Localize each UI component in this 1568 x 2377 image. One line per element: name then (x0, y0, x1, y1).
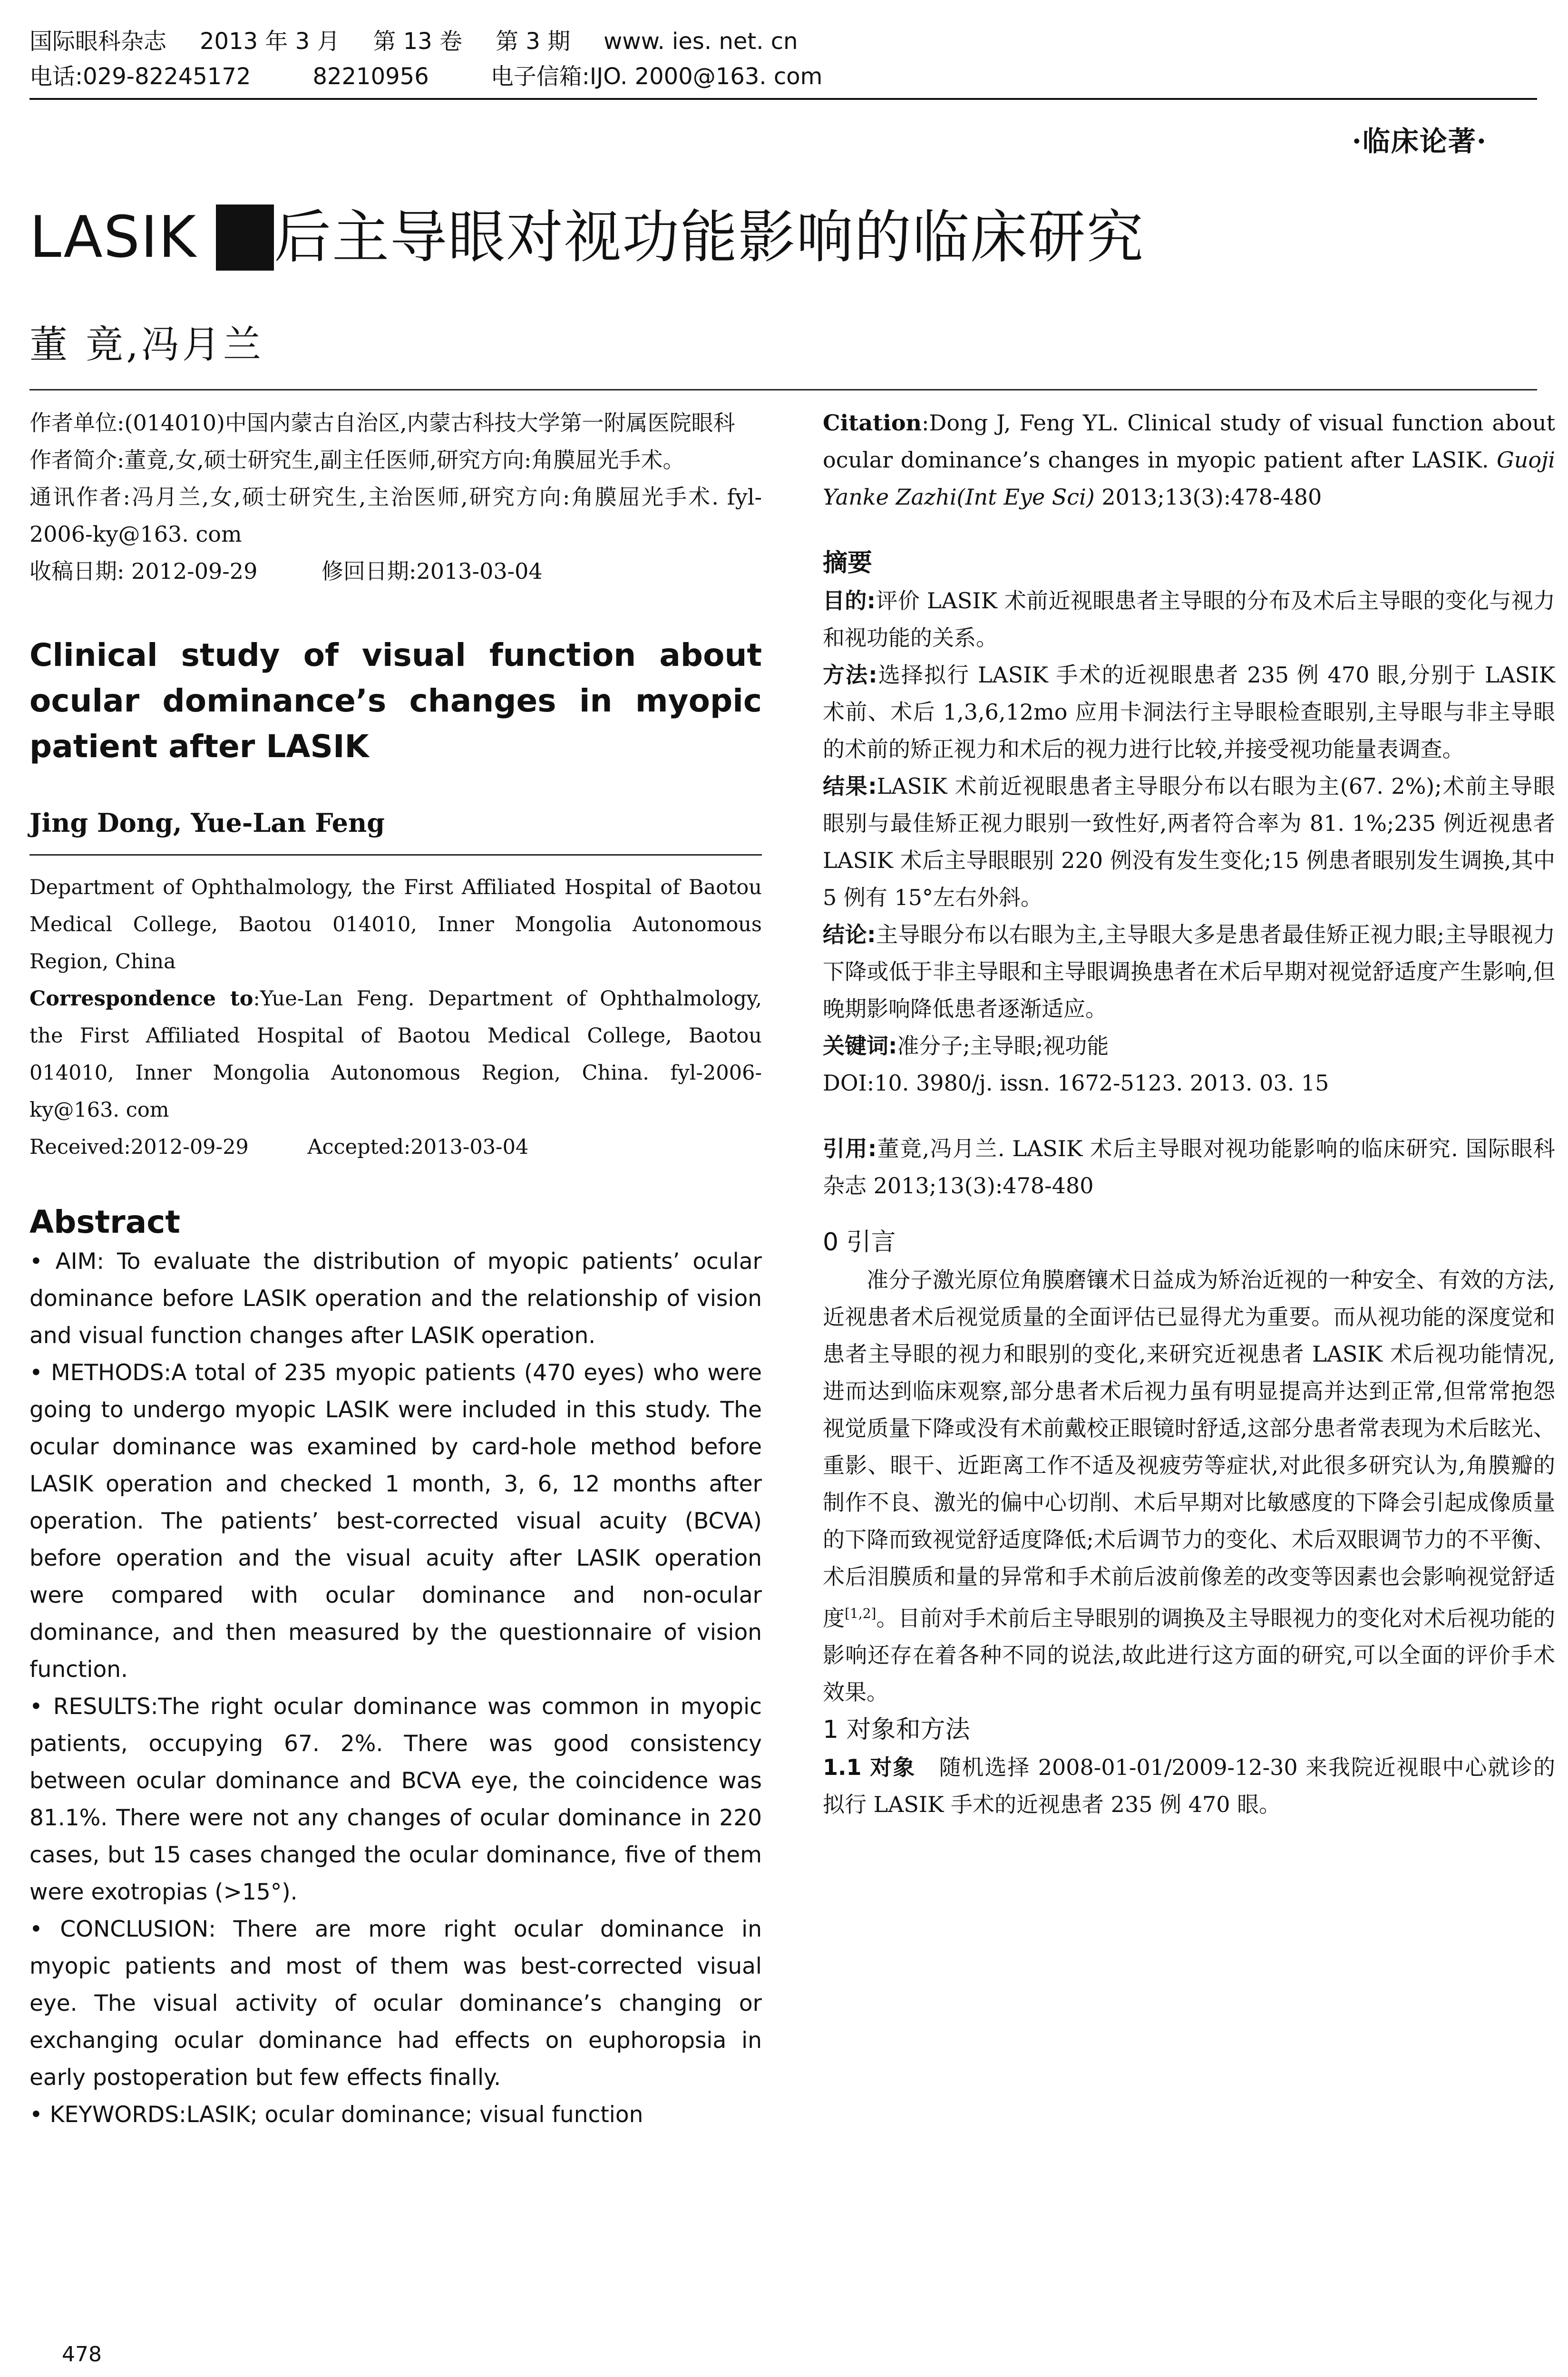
results-cn-label: 结果: (823, 773, 877, 799)
citation-text: :Dong J, Feng YL. Clinical study of visual function about ocular dominance’s changes in myopic patient after LASIK. (823, 410, 1555, 473)
correspondence-label: Correspondence to (29, 987, 253, 1011)
author-rule (29, 854, 762, 856)
header-rule (29, 98, 1537, 100)
results-cn-text: LASIK 术前近视眼患者主导眼分布以右眼为主(67. 2%);术前主导眼眼别与最佳矫正视力眼别一致性好,两者符合率为 81. 1%;235 例近视患者 LASIK 术后主导眼眼别 220 例没有发生变化;15 例患者眼别发生调换,其中 5 例有 15°左右外斜。 (823, 773, 1555, 910)
abstract-aim: • AIM: To evaluate the distribution of myopic patients’ ocular dominance before LASIK operation and the relationship of vision and visual function changes after LASIK operation. (29, 1248, 762, 1349)
received-date-cn: 收稿日期: 2012-09-29 (29, 558, 258, 584)
journal-header (29, 24, 1537, 94)
doi: DOI:10. 3980/j. issn. 1672-5123. 2013. 03. 15 (823, 1070, 1329, 1096)
conclusion-cn-text: 主导眼分布以右眼为主,主导眼大多是患者最佳矫正视力眼;主导眼视力下降或低于非主导眼和主导眼调换患者在术后早期对视觉舒适度产生影响,但晚期影响降低患者逐渐适应。 (823, 922, 1555, 1022)
department: Department of Ophthalmology, the First Affiliated Hospital of Baotou Medical College, Baotou 014010, Inner Mongolia Autonomous Region, China (29, 876, 762, 974)
abstract-methods: • METHODS:A total of 235 myopic patients (470 eyes) who were going to undergo myopic LASIK were included in this study. The ocular dominance was examined by card-hole method before LASIK operation and checked 1 month, 3, 6, 12 months after operation. The patients’ best-corrected visual acuity (BCVA) before operation and the visual acuity after LASIK operation were compared with ocular dominance and non-ocular dominance, and then measured by the questionnaire of vision function. (29, 1360, 762, 1683)
methods-cn (823, 656, 1555, 768)
affiliation: 作者单位:(014010)中国内蒙古自治区,内蒙古科技大学第一附属医院眼科 (29, 410, 735, 436)
email: 电子信箱:IJO. 2000@163. com (490, 63, 823, 90)
methods-cn-label: 方法: (823, 662, 877, 688)
phone: 电话:029-82245172 (29, 63, 251, 90)
authors-cn: 董 竟,冯月兰 (29, 322, 264, 367)
citation-journal: Guoji Yanke Zazhi(Int Eye Sci) (823, 447, 1555, 510)
right-column (823, 404, 1555, 1823)
abstract-cn-heading: 摘要 (823, 549, 873, 577)
left-column (29, 404, 762, 2133)
citation-label: Citation (823, 410, 922, 436)
dates-cn (29, 553, 762, 590)
website: www. ies. net. cn (604, 28, 798, 55)
citation-en (823, 404, 1555, 516)
corresponding-author: 通讯作者:冯月兰,女,硕士研究生,主治医师,研究方向:角膜屈光手术. fyl-2006-ky@163. com (29, 484, 762, 547)
phone-2: 82210956 (312, 63, 429, 90)
methods-heading: 1 对象和方法 (823, 1715, 970, 1744)
aim-cn-label: 目的: (823, 588, 876, 614)
author-bio: 作者简介:董竟,女,硕士研究生,副主任医师,研究方向:角膜屈光手术。 (29, 447, 685, 473)
conclusion-cn (823, 916, 1555, 1027)
conclusion-cn-label: 结论: (823, 922, 876, 947)
page-number: 478 (62, 2342, 102, 2367)
abstract-conclusion: • CONCLUSION: There are more right ocular dominance in myopic patients and most of them was best-corrected visual eye. The visual activity of ocular dominance’s changing or exchanging ocular dominance had effects on euphoropsia in early postoperation but few effects finally. (29, 1916, 762, 2091)
abstract-keywords: • KEYWORDS:LASIK; ocular dominance; visual function (29, 2102, 643, 2128)
title-highlight: 术 (216, 205, 274, 271)
citation-cn-label: 引用: (823, 1136, 877, 1161)
article-title (29, 200, 1144, 276)
subjects-paragraph (823, 1749, 1555, 1823)
intro-text: 准分子激光原位角膜磨镶术日益成为矫治近视的一种安全、有效的方法,近视患者术后视觉质量的全面评估已显得尤为重要。而从视功能的深度觉和患者主导眼的视力和眼别的变化,来研究近视患者 LASIK 术后视功能情况,进而达到临床观察,部分患者术后视力虽有明显提高并达到正常,但常常抱怨视觉质量下降或没有术前戴校正眼镜时舒适,这部分患者常表现为术后眩光、重影、眼干、近距离工作不适及视疲劳等症状,对此很多研究认为,角膜瓣的制作不良、激光的偏中心切削、术后早期对比敏感度的下降会引起成像质量的下降而致视觉舒适度降低;术后调节力的变化、术后双眼调节力的不平衡、术后泪膜质和量的异常和手术前后波前像差的改变等因素也会影响视觉舒适度 (823, 1267, 1555, 1631)
dates-en (29, 1129, 762, 1166)
aim-cn-text: 评价 LASIK 术前近视眼患者主导眼的分布及术后主导眼的变化与视力和视功能的关系。 (823, 588, 1555, 651)
results-cn (823, 768, 1555, 916)
revised-date-cn: 修回日期:2013-03-04 (321, 558, 543, 584)
title-rest: 后主导眼对视功能影响的临床研究 (274, 205, 1145, 271)
citation-tail: 2013;13(3):478-480 (1101, 484, 1322, 510)
intro-paragraph (823, 1261, 1555, 1711)
journal-name: 国际眼科杂志 (29, 28, 167, 55)
intro-text-2: 。目前对手术前后主导眼别的调换及主导眼视力的变化对术后视功能的影响还存在着各种不同的说法,故此进行这方面的研究,可以全面的评价手术效果。 (823, 1605, 1556, 1705)
abstract-heading: Abstract (29, 1204, 180, 1240)
correspondence (29, 980, 762, 1129)
accepted-date-en: Accepted:2013-03-04 (307, 1135, 529, 1159)
section-type: ·临床论著· (1352, 125, 1487, 157)
title-prefix: LASIK (29, 205, 197, 271)
received-date-en: Received:2012-09-29 (29, 1135, 249, 1159)
english-title: Clinical study of visual function about ocular dominance’s changes in myopic patient after LASIK (29, 637, 762, 765)
header-line-2 (29, 59, 1537, 94)
issue: 第 3 期 (496, 28, 571, 55)
issue-date: 2013 年 3 月 (200, 28, 340, 55)
keywords-cn-label: 关键词: (823, 1033, 897, 1059)
correspondence-text: :Yue-Lan Feng. Department of Ophthalmology, the First Affiliated Hospital of Baotou Medical College, Baotou 014010, Inner Mongolia Autonomous Region, China. fyl-2006-ky@163. com (29, 987, 762, 1122)
intro-heading: 0 引言 (823, 1228, 896, 1257)
citation-cn-text: 董竟,冯月兰. LASIK 术后主导眼对视功能影响的临床研究. 国际眼科杂志 2013;13(3):478-480 (823, 1136, 1555, 1198)
methods-cn-text: 选择拟行 LASIK 手术的近视眼患者 235 例 470 眼,分别于 LASIK 术前、术后 1,3,6,12mo 应用卡洞法行主导眼检查眼别,主导眼与非主导眼的术前的矫正视力和术后的视力进行比较,并接受视功能量表调查。 (823, 662, 1555, 762)
aim-cn (823, 582, 1555, 656)
subjects-text: 随机选择 2008-01-01/2009-12-30 来我院近视眼中心就诊的拟行 LASIK 手术的近视患者 235 例 470 眼。 (823, 1754, 1555, 1818)
subjects-label: 1.1 对象 (823, 1754, 916, 1781)
english-authors: Jing Dong, Yue-Lan Feng (29, 808, 385, 838)
title-rule (29, 389, 1537, 390)
keywords-cn (823, 1027, 1555, 1064)
intro-reference: [1,2] (845, 1606, 877, 1621)
volume: 第 13 卷 (373, 28, 463, 55)
abstract-results: • RESULTS:The right ocular dominance was common in myopic patients, occupying 67. 2%. There was good consistency between ocular dominance and BCVA eye, the coincidence was 81.1%. There were not any changes of ocular dominance in 220 cases, but 15 cases changed the ocular dominance, five of them were exotropias (>15°). (29, 1694, 762, 1905)
citation-cn (823, 1130, 1555, 1204)
header-line-1 (29, 24, 1537, 59)
keywords-cn-text: 准分子;主导眼;视功能 (897, 1033, 1109, 1059)
